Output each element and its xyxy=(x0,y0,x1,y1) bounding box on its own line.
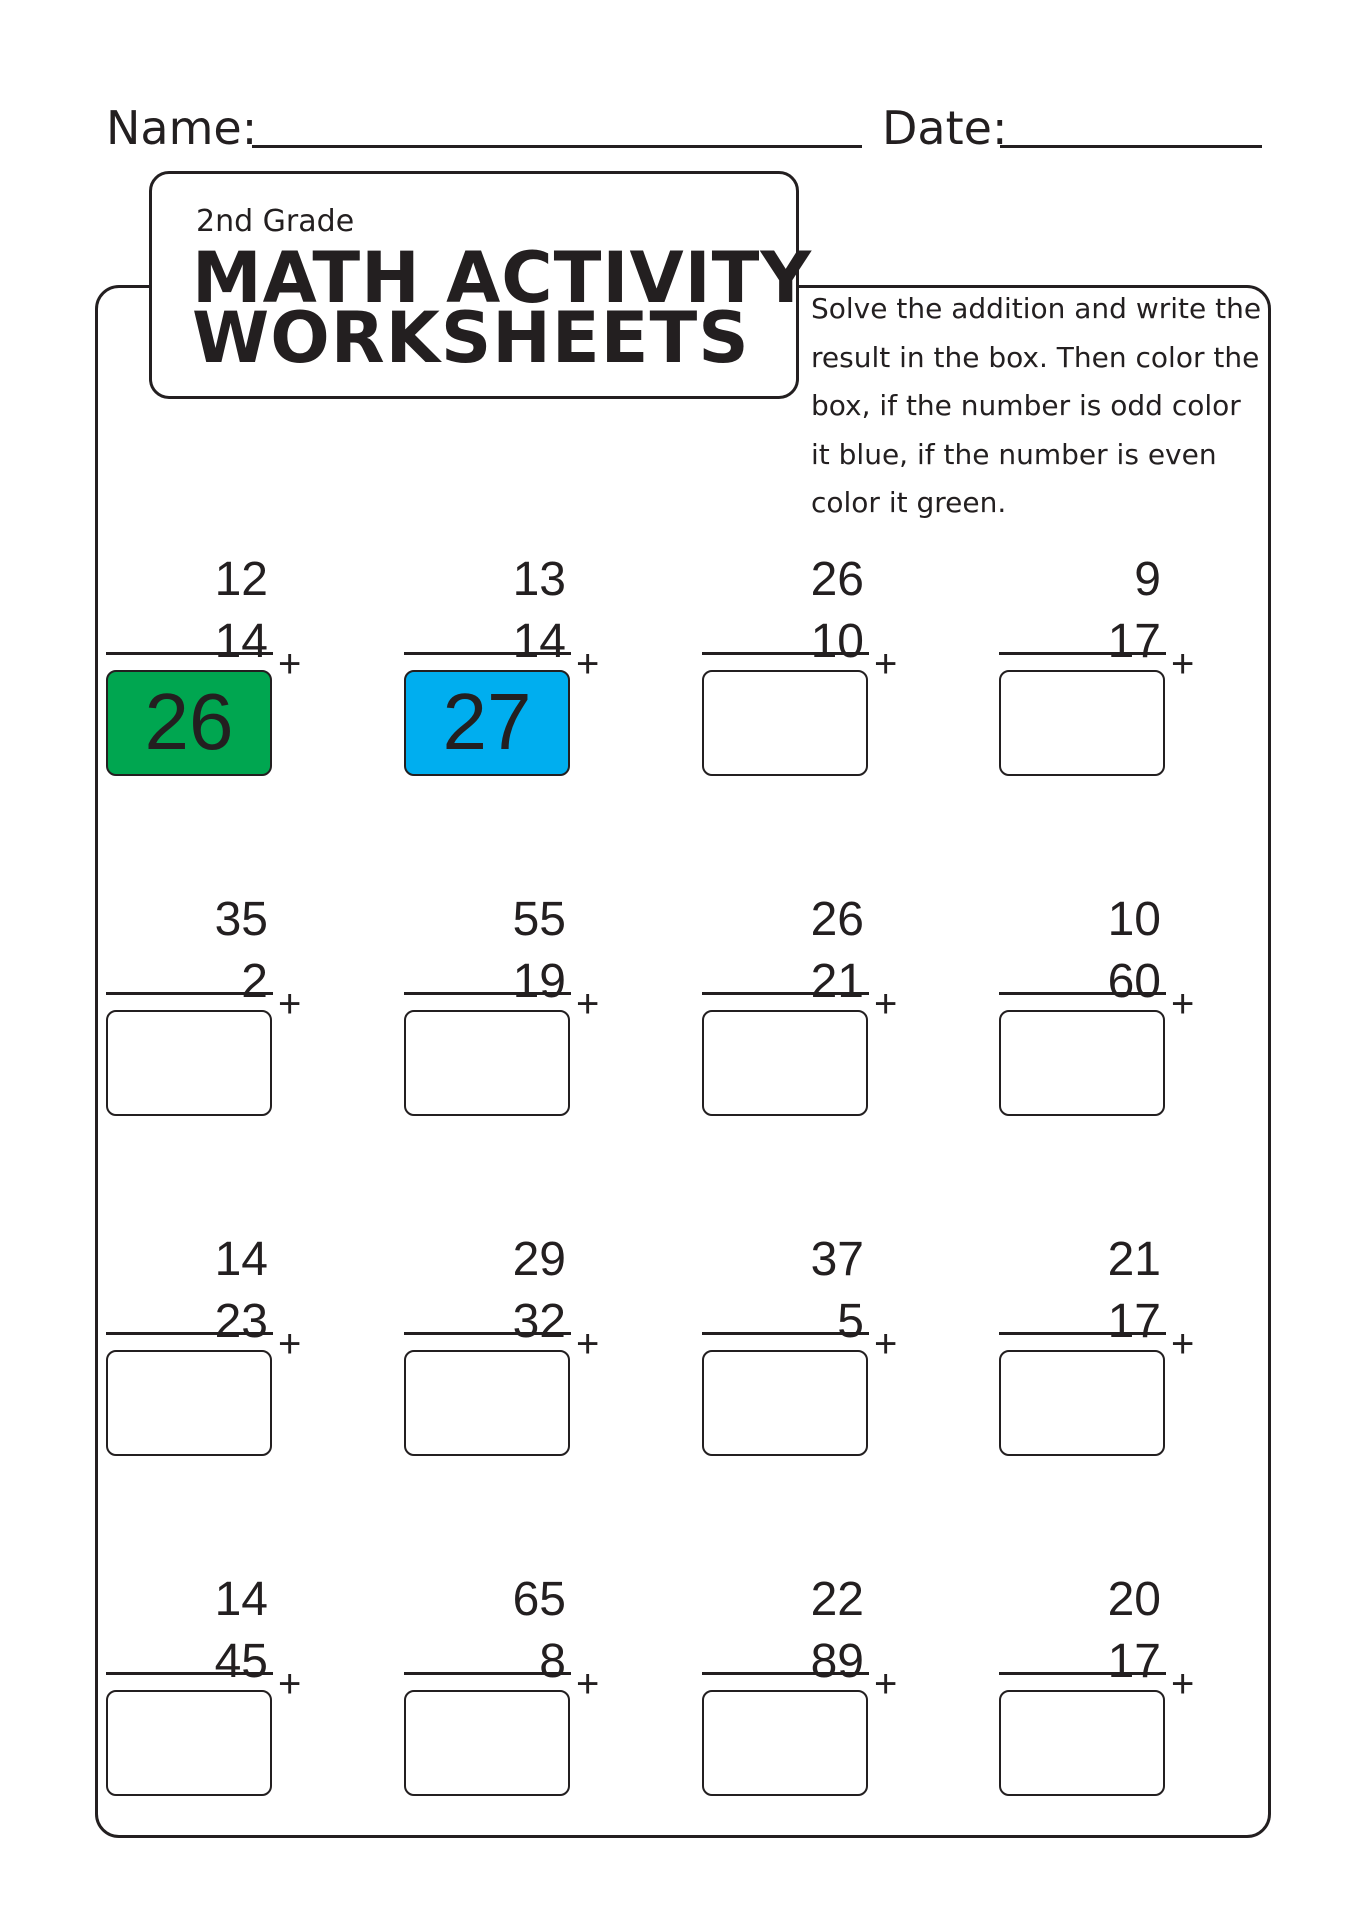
addend-bottom: 19 xyxy=(512,955,566,1008)
addend-top: 26 xyxy=(810,553,864,606)
sum-line xyxy=(999,1332,1166,1335)
addend-bottom: 21 xyxy=(810,955,864,1008)
addend-top: 21 xyxy=(1107,1233,1161,1286)
sum-line xyxy=(106,1672,273,1675)
addend-bottom: 60 xyxy=(1107,955,1161,1008)
addend-top: 29 xyxy=(512,1233,566,1286)
addend-top: 22 xyxy=(810,1573,864,1626)
plus-sign: + xyxy=(1171,1662,1195,1706)
answer-box[interactable] xyxy=(106,1010,272,1116)
addend-bottom: 5 xyxy=(837,1295,864,1348)
addition-problem xyxy=(106,550,326,810)
addition-problem xyxy=(106,890,326,1150)
plus-sign: + xyxy=(278,1662,302,1706)
addend-bottom: 14 xyxy=(512,615,566,668)
plus-sign: + xyxy=(874,642,898,686)
plus-sign: + xyxy=(576,1662,600,1706)
addend-bottom: 2 xyxy=(241,955,268,1008)
answer-box[interactable] xyxy=(702,1690,868,1796)
addend-bottom: 23 xyxy=(214,1295,268,1348)
plus-sign: + xyxy=(874,1322,898,1366)
addend-top: 12 xyxy=(214,553,268,606)
sum-line xyxy=(999,992,1166,995)
plus-sign: + xyxy=(1171,642,1195,686)
plus-sign: + xyxy=(874,982,898,1026)
addend-bottom: 32 xyxy=(512,1295,566,1348)
addition-problem xyxy=(999,1230,1219,1490)
addend-bottom: 17 xyxy=(1107,1295,1161,1348)
name-label: Name: xyxy=(106,101,258,155)
answer-box[interactable] xyxy=(999,1350,1165,1456)
addition-problem xyxy=(999,550,1219,810)
addition-problem xyxy=(702,890,922,1150)
addend-bottom: 89 xyxy=(810,1635,864,1688)
sum-line xyxy=(999,1672,1166,1675)
addition-problem xyxy=(404,550,624,810)
sum-line xyxy=(106,1332,273,1335)
title-line-1: MATH ACTIVITY xyxy=(192,237,813,319)
addition-problem xyxy=(999,890,1219,1150)
addition-problem xyxy=(404,1230,624,1490)
answer-box[interactable] xyxy=(999,670,1165,776)
addend-top: 26 xyxy=(810,893,864,946)
answer-box[interactable] xyxy=(999,1010,1165,1116)
sum-line xyxy=(404,652,571,655)
sum-line xyxy=(702,1332,869,1335)
plus-sign: + xyxy=(1171,1322,1195,1366)
addend-top: 14 xyxy=(214,1573,268,1626)
addition-problem xyxy=(702,550,922,810)
addition-problem xyxy=(702,1570,922,1830)
plus-sign: + xyxy=(278,1322,302,1366)
answer-box[interactable]: 27 xyxy=(404,670,570,776)
answer-box[interactable] xyxy=(106,1350,272,1456)
addend-top: 14 xyxy=(214,1233,268,1286)
sum-line xyxy=(106,992,273,995)
grade-label: 2nd Grade xyxy=(196,204,355,239)
plus-sign: + xyxy=(874,1662,898,1706)
answer-box[interactable] xyxy=(702,1350,868,1456)
addend-bottom: 8 xyxy=(539,1635,566,1688)
addend-top: 10 xyxy=(1107,893,1161,946)
plus-sign: + xyxy=(1171,982,1195,1026)
addend-top: 13 xyxy=(512,553,566,606)
title-card xyxy=(149,171,813,399)
instructions-text: Solve the addition and write the result in the box. Then color the box, if the number is odd color it blue, if the number is even color it green. xyxy=(811,292,1262,519)
answer-box[interactable]: 26 xyxy=(106,670,272,776)
addend-top: 37 xyxy=(810,1233,864,1286)
sum-line xyxy=(702,652,869,655)
plus-sign: + xyxy=(576,982,600,1026)
date-field[interactable] xyxy=(1000,145,1262,148)
sum-line xyxy=(999,652,1166,655)
title-line-2: WORKSHEETS xyxy=(192,297,750,379)
sum-line xyxy=(404,992,571,995)
answer-box[interactable] xyxy=(702,670,868,776)
answer-box[interactable] xyxy=(404,1690,570,1796)
addition-problem xyxy=(702,1230,922,1490)
addition-problem xyxy=(106,1230,326,1490)
addition-problem xyxy=(404,890,624,1150)
addend-top: 9 xyxy=(1134,553,1161,606)
addend-bottom: 17 xyxy=(1107,615,1161,668)
addend-top: 65 xyxy=(512,1573,566,1626)
addend-bottom: 45 xyxy=(214,1635,268,1688)
answer-box[interactable] xyxy=(404,1350,570,1456)
plus-sign: + xyxy=(576,642,600,686)
answer-box[interactable] xyxy=(702,1010,868,1116)
sum-line xyxy=(702,1672,869,1675)
addend-bottom: 10 xyxy=(810,615,864,668)
addend-bottom: 17 xyxy=(1107,1635,1161,1688)
plus-sign: + xyxy=(278,642,302,686)
sum-line xyxy=(702,992,869,995)
date-label: Date: xyxy=(882,101,1008,155)
sum-line xyxy=(106,652,273,655)
sum-line xyxy=(404,1672,571,1675)
name-field[interactable] xyxy=(252,145,862,148)
addition-problem xyxy=(404,1570,624,1830)
addition-problem xyxy=(106,1570,326,1830)
addition-problem xyxy=(999,1570,1219,1830)
addend-top: 35 xyxy=(214,893,268,946)
answer-box[interactable] xyxy=(106,1690,272,1796)
plus-sign: + xyxy=(278,982,302,1026)
addend-top: 20 xyxy=(1107,1573,1161,1626)
sum-line xyxy=(404,1332,571,1335)
addend-bottom: 14 xyxy=(214,615,268,668)
addend-top: 55 xyxy=(512,893,566,946)
answer-box[interactable] xyxy=(999,1690,1165,1796)
plus-sign: + xyxy=(576,1322,600,1366)
answer-box[interactable] xyxy=(404,1010,570,1116)
